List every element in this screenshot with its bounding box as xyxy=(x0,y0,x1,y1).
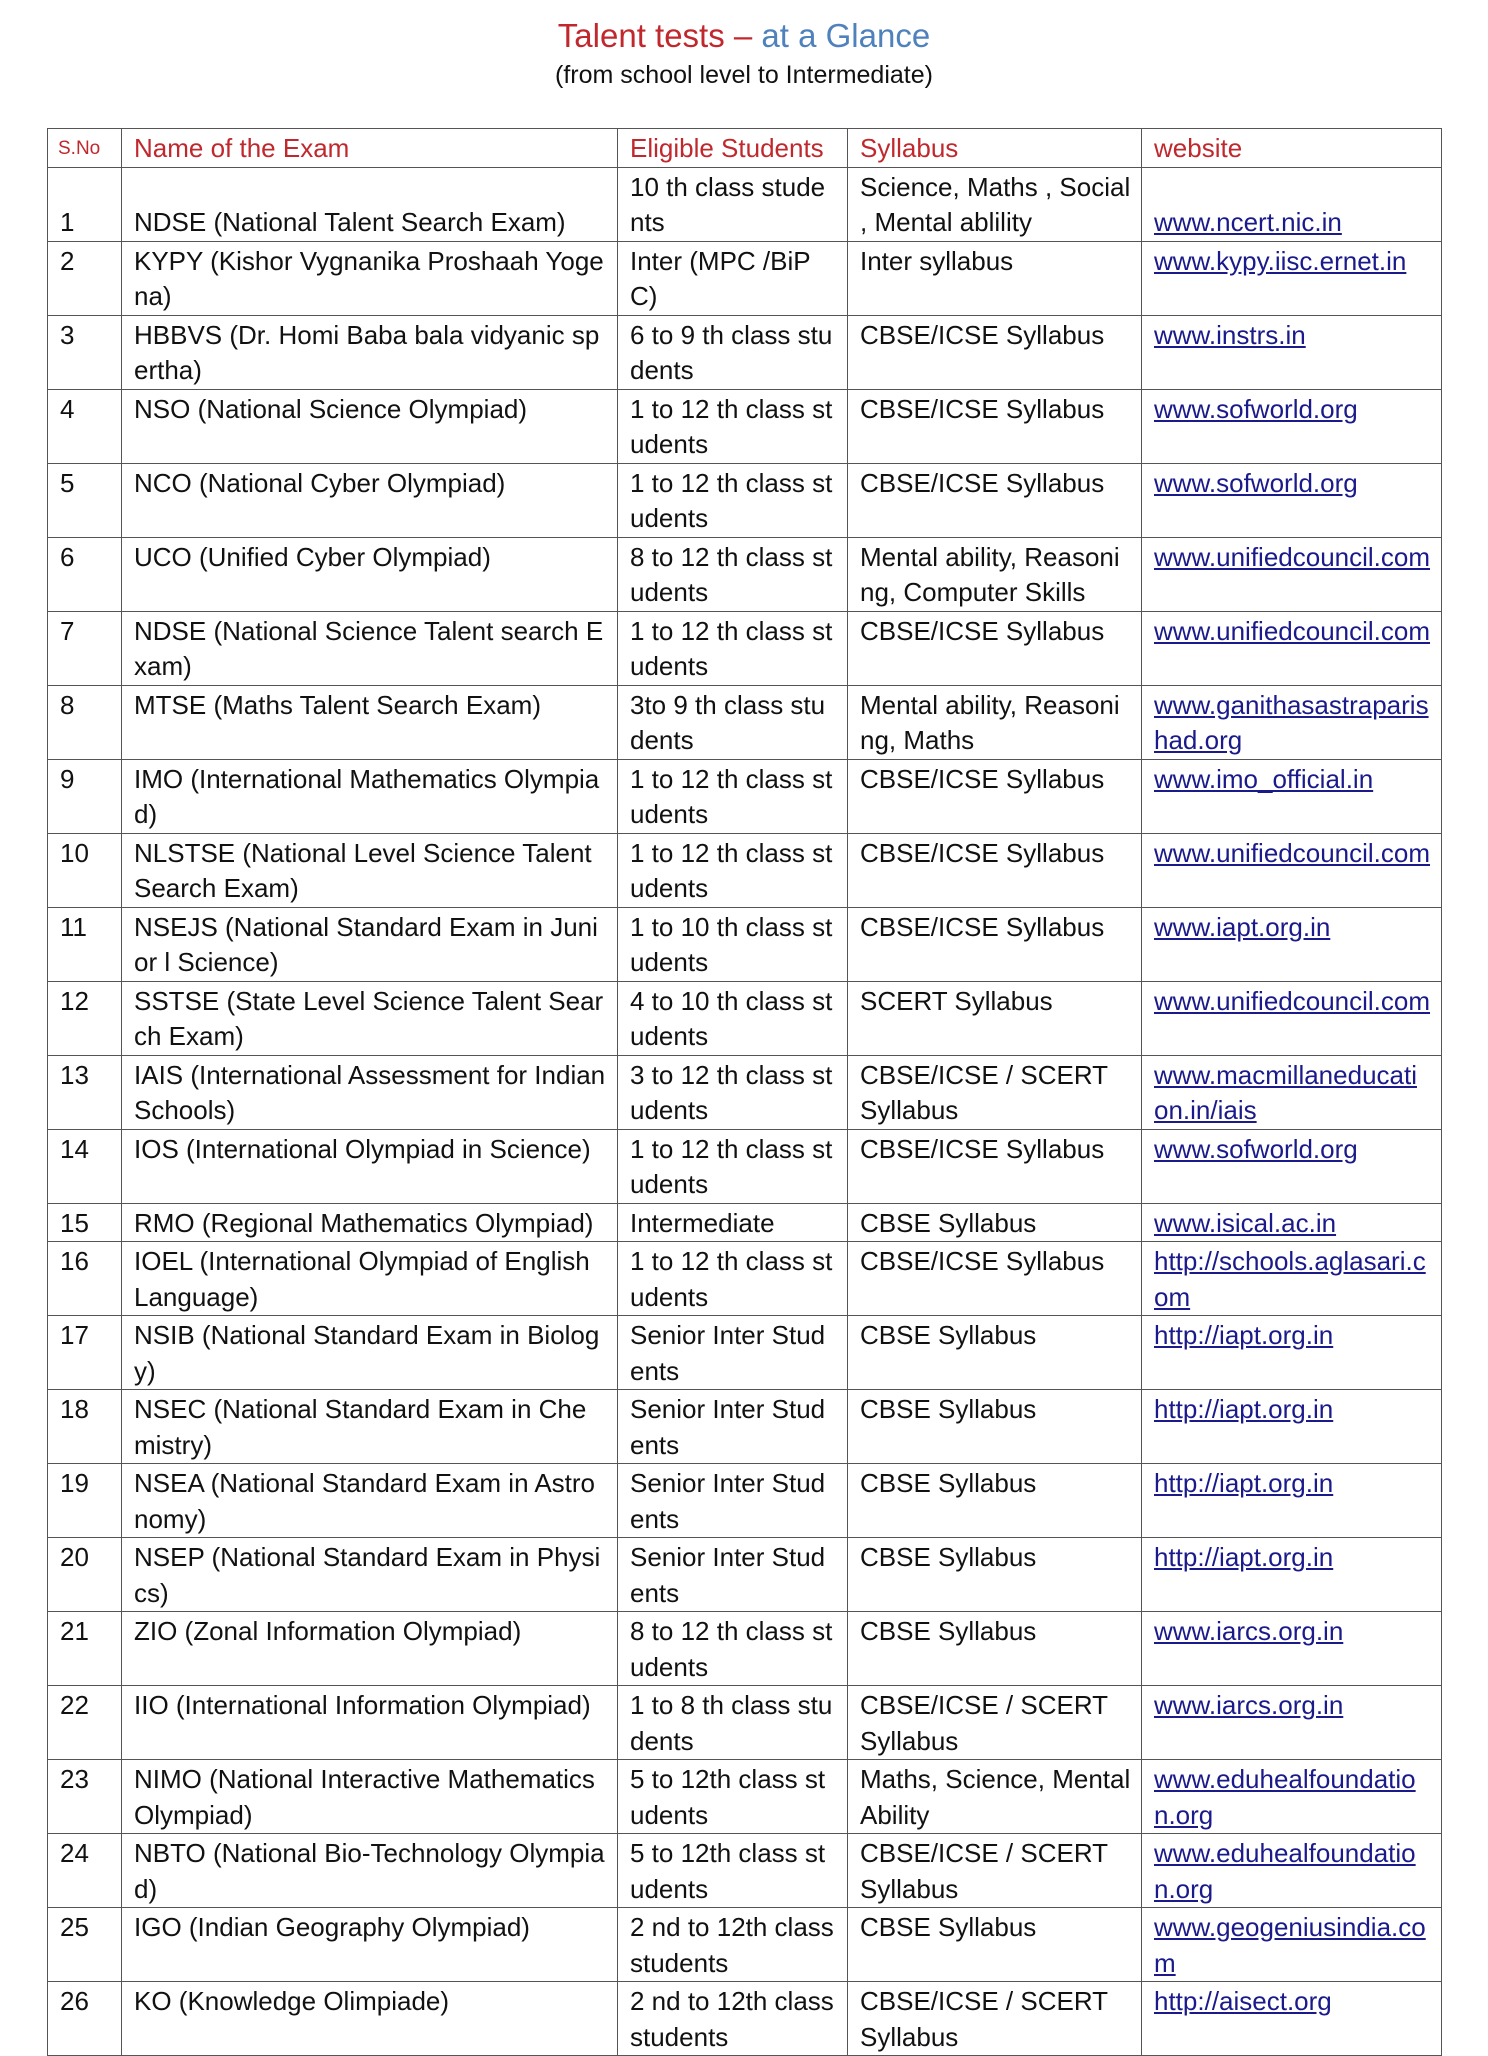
cell-website xyxy=(1142,1390,1442,1464)
cell-exam-name: NDSE (National Science Talent search Exam) xyxy=(122,611,618,685)
website-link[interactable]: www.instrs.in xyxy=(1154,319,1306,350)
cell-syllabus: CBSE/ICSE / SCERT Syllabus xyxy=(848,1055,1142,1129)
table-row xyxy=(48,907,1442,981)
cell-eligible-students: 10 th class students xyxy=(618,167,848,241)
cell-exam-name: KYPY (Kishor Vygnanika Proshaah Yogena) xyxy=(122,241,618,315)
table-body xyxy=(48,167,1442,2056)
cell-eligible-students: 6 to 9 th class students xyxy=(618,315,848,389)
cell-syllabus: CBSE Syllabus xyxy=(848,1390,1142,1464)
cell-website xyxy=(1142,1464,1442,1538)
cell-sno: 5 xyxy=(48,463,122,537)
table-row xyxy=(48,1686,1442,1760)
cell-exam-name: UCO (Unified Cyber Olympiad) xyxy=(122,537,618,611)
cell-syllabus: CBSE/ICSE Syllabus xyxy=(848,463,1142,537)
cell-syllabus: Inter syllabus xyxy=(848,241,1142,315)
table-row xyxy=(48,1760,1442,1834)
cell-syllabus: SCERT Syllabus xyxy=(848,981,1142,1055)
cell-syllabus: Mental ability, Reasoning, Computer Skills xyxy=(848,537,1142,611)
cell-eligible-students: Inter (MPC /BiPC) xyxy=(618,241,848,315)
cell-exam-name: NSEP (National Standard Exam in Physics) xyxy=(122,1538,618,1612)
cell-eligible-students: 5 to 12th class students xyxy=(618,1760,848,1834)
website-link[interactable]: www.unifiedcouncil.com xyxy=(1154,541,1431,572)
table-row xyxy=(48,241,1442,315)
cell-sno: 7 xyxy=(48,611,122,685)
cell-website xyxy=(1142,1055,1442,1129)
table-row xyxy=(48,315,1442,389)
cell-eligible-students: 1 to 12 th class students xyxy=(618,389,848,463)
website-link[interactable]: www.iapt.org.in xyxy=(1154,911,1331,942)
website-link[interactable]: http://aisect.org xyxy=(1154,1986,1332,2016)
table-row xyxy=(48,759,1442,833)
cell-exam-name: NCO (National Cyber Olympiad) xyxy=(122,463,618,537)
cell-website xyxy=(1142,685,1442,759)
website-link[interactable]: http://schools.aglasari.com xyxy=(1154,1246,1426,1312)
cell-website xyxy=(1142,537,1442,611)
cell-website xyxy=(1142,907,1442,981)
cell-syllabus: CBSE/ICSE Syllabus xyxy=(848,315,1142,389)
cell-website xyxy=(1142,315,1442,389)
cell-eligible-students: 1 to 12 th class students xyxy=(618,1242,848,1316)
document-subtitle: (from school level to Intermediate) xyxy=(555,61,933,89)
website-link[interactable]: www.geogeniusindia.com xyxy=(1154,1912,1426,1978)
cell-website xyxy=(1142,1129,1442,1203)
cell-website xyxy=(1142,611,1442,685)
cell-sno: 9 xyxy=(48,759,122,833)
cell-syllabus: CBSE/ICSE Syllabus xyxy=(848,907,1142,981)
cell-sno: 17 xyxy=(48,1316,122,1390)
cell-sno: 20 xyxy=(48,1538,122,1612)
cell-syllabus: CBSE/ICSE Syllabus xyxy=(848,759,1142,833)
cell-exam-name: IOS (International Olympiad in Science) xyxy=(122,1129,618,1203)
cell-website xyxy=(1142,1612,1442,1686)
cell-eligible-students: 1 to 12 th class students xyxy=(618,611,848,685)
cell-syllabus: CBSE/ICSE Syllabus xyxy=(848,833,1142,907)
website-link[interactable]: www.sofworld.org xyxy=(1154,1133,1358,1164)
website-link[interactable]: www.iarcs.org.in xyxy=(1154,1690,1344,1720)
talent-tests-table xyxy=(47,128,1442,2056)
table-row xyxy=(48,1908,1442,1982)
cell-eligible-students: 2 nd to 12th class students xyxy=(618,1982,848,2056)
table-row xyxy=(48,833,1442,907)
cell-syllabus: CBSE/ICSE Syllabus xyxy=(848,1242,1142,1316)
cell-eligible-students: 5 to 12th class students xyxy=(618,1834,848,1908)
website-link[interactable]: www.macmillaneducation.in/iais xyxy=(1154,1059,1417,1125)
cell-eligible-students: 8 to 12 th class students xyxy=(618,537,848,611)
cell-exam-name: ZIO (Zonal Information Olympiad) xyxy=(122,1612,618,1686)
cell-exam-name: KO (Knowledge Olimpiade) xyxy=(122,1982,618,2056)
cell-syllabus: CBSE/ICSE / SCERT Syllabus xyxy=(848,1834,1142,1908)
cell-sno: 19 xyxy=(48,1464,122,1538)
cell-exam-name: MTSE (Maths Talent Search Exam) xyxy=(122,685,618,759)
website-link[interactable]: www.imo_official.in xyxy=(1154,763,1374,794)
cell-website xyxy=(1142,759,1442,833)
cell-exam-name: NDSE (National Talent Search Exam) xyxy=(122,167,618,241)
cell-sno: 22 xyxy=(48,1686,122,1760)
cell-sno: 6 xyxy=(48,537,122,611)
table-row xyxy=(48,1538,1442,1612)
header-syllabus: Syllabus xyxy=(848,129,1142,168)
cell-syllabus: CBSE/ICSE Syllabus xyxy=(848,611,1142,685)
website-link[interactable]: www.iarcs.org.in xyxy=(1154,1616,1344,1646)
cell-syllabus: CBSE Syllabus xyxy=(848,1464,1142,1538)
cell-sno: 16 xyxy=(48,1242,122,1316)
cell-syllabus: CBSE/ICSE Syllabus xyxy=(848,1129,1142,1203)
cell-sno: 23 xyxy=(48,1760,122,1834)
header-website: website xyxy=(1142,129,1442,168)
table-row xyxy=(48,1316,1442,1390)
table-row xyxy=(48,1242,1442,1316)
cell-exam-name: SSTSE (State Level Science Talent Search Exam) xyxy=(122,981,618,1055)
title-blue-part: at a Glance xyxy=(761,17,931,54)
table-row xyxy=(48,167,1442,241)
cell-website xyxy=(1142,1316,1442,1390)
cell-sno: 2 xyxy=(48,241,122,315)
table-row xyxy=(48,537,1442,611)
cell-website xyxy=(1142,833,1442,907)
website-link[interactable]: www.unifiedcouncil.com xyxy=(1154,837,1431,868)
cell-exam-name: NSEC (National Standard Exam in Chemistry) xyxy=(122,1390,618,1464)
document-title xyxy=(0,14,1488,58)
cell-syllabus: CBSE Syllabus xyxy=(848,1203,1142,1242)
cell-eligible-students: Senior Inter Students xyxy=(618,1464,848,1538)
cell-sno: 12 xyxy=(48,981,122,1055)
cell-website xyxy=(1142,1908,1442,1982)
cell-website xyxy=(1142,241,1442,315)
cell-eligible-students: 2 nd to 12th class students xyxy=(618,1908,848,1982)
table-row xyxy=(48,1612,1442,1686)
cell-syllabus: CBSE Syllabus xyxy=(848,1538,1142,1612)
cell-eligible-students: Senior Inter Students xyxy=(618,1390,848,1464)
website-link[interactable]: www.sofworld.org xyxy=(1154,467,1358,498)
cell-sno: 14 xyxy=(48,1129,122,1203)
website-link[interactable]: http://iapt.org.in xyxy=(1154,1394,1334,1424)
cell-sno: 8 xyxy=(48,685,122,759)
table-row xyxy=(48,1464,1442,1538)
cell-sno: 25 xyxy=(48,1908,122,1982)
table-row xyxy=(48,1129,1442,1203)
cell-sno: 11 xyxy=(48,907,122,981)
website-link[interactable]: www.isical.ac.in xyxy=(1154,1207,1337,1238)
cell-eligible-students: 8 to 12 th class students xyxy=(618,1612,848,1686)
website-link[interactable]: www.ganithasastraparishad.org xyxy=(1154,689,1429,755)
cell-syllabus: CBSE Syllabus xyxy=(848,1908,1142,1982)
cell-exam-name: IIO (International Information Olympiad) xyxy=(122,1686,618,1760)
cell-exam-name: NSIB (National Standard Exam in Biology) xyxy=(122,1316,618,1390)
header-eligible-students: Eligible Students xyxy=(618,129,848,168)
document-heading xyxy=(0,14,1488,92)
table-row xyxy=(48,1834,1442,1908)
cell-website xyxy=(1142,167,1442,241)
table-row xyxy=(48,1203,1442,1242)
cell-eligible-students: Senior Inter Students xyxy=(618,1538,848,1612)
cell-eligible-students: 1 to 12 th class students xyxy=(618,759,848,833)
cell-sno: 3 xyxy=(48,315,122,389)
cell-eligible-students: Senior Inter Students xyxy=(618,1316,848,1390)
cell-syllabus: Maths, Science, Mental Ability xyxy=(848,1760,1142,1834)
cell-exam-name: HBBVS (Dr. Homi Baba bala vidyanic spertha) xyxy=(122,315,618,389)
cell-sno: 26 xyxy=(48,1982,122,2056)
cell-sno: 18 xyxy=(48,1390,122,1464)
table-row xyxy=(48,1055,1442,1129)
cell-website xyxy=(1142,981,1442,1055)
website-link[interactable]: http://iapt.org.in xyxy=(1154,1542,1334,1572)
cell-exam-name: NBTO (National Bio-Technology Olympiad) xyxy=(122,1834,618,1908)
cell-eligible-students: Intermediate xyxy=(618,1203,848,1242)
cell-sno: 21 xyxy=(48,1612,122,1686)
cell-website xyxy=(1142,1686,1442,1760)
cell-exam-name: NSEJS (National Standard Exam in Junior l Science) xyxy=(122,907,618,981)
cell-website xyxy=(1142,389,1442,463)
table-row xyxy=(48,463,1442,537)
website-link[interactable]: http://iapt.org.in xyxy=(1154,1468,1334,1498)
cell-exam-name: NSO (National Science Olympiad) xyxy=(122,389,618,463)
cell-exam-name: NSEA (National Standard Exam in Astronomy) xyxy=(122,1464,618,1538)
cell-sno: 1 xyxy=(48,167,122,241)
table-row xyxy=(48,1390,1442,1464)
cell-syllabus: CBSE/ICSE Syllabus xyxy=(848,389,1142,463)
cell-exam-name: IAIS (International Assessment for Indian Schools) xyxy=(122,1055,618,1129)
website-link[interactable]: www.ncert.nic.in xyxy=(1154,207,1342,237)
cell-eligible-students: 1 to 12 th class students xyxy=(618,833,848,907)
cell-eligible-students: 1 to 12 th class students xyxy=(618,1129,848,1203)
website-link[interactable]: www.eduhealfoundation.org xyxy=(1154,1764,1416,1830)
website-link[interactable]: www.kypy.iisc.ernet.in xyxy=(1154,245,1407,276)
cell-website xyxy=(1142,1834,1442,1908)
website-link[interactable]: www.unifiedcouncil.com xyxy=(1154,615,1431,646)
website-link[interactable]: http://iapt.org.in xyxy=(1154,1320,1334,1350)
table-row xyxy=(48,611,1442,685)
cell-exam-name: NLSTSE (National Level Science Talent Search Exam) xyxy=(122,833,618,907)
cell-exam-name: RMO (Regional Mathematics Olympiad) xyxy=(122,1203,618,1242)
table-row xyxy=(48,981,1442,1055)
table-row xyxy=(48,685,1442,759)
cell-eligible-students: 1 to 12 th class students xyxy=(618,463,848,537)
cell-sno: 10 xyxy=(48,833,122,907)
cell-sno: 4 xyxy=(48,389,122,463)
title-red-part: Talent tests – xyxy=(557,17,762,54)
cell-exam-name: IOEL (International Olympiad of English Language) xyxy=(122,1242,618,1316)
header-sno: S.No xyxy=(48,129,122,168)
cell-sno: 15 xyxy=(48,1203,122,1242)
cell-syllabus: Mental ability, Reasoning, Maths xyxy=(848,685,1142,759)
cell-sno: 13 xyxy=(48,1055,122,1129)
cell-eligible-students: 3to 9 th class students xyxy=(618,685,848,759)
cell-syllabus: CBSE/ICSE / SCERT Syllabus xyxy=(848,1686,1142,1760)
cell-syllabus: CBSE Syllabus xyxy=(848,1316,1142,1390)
cell-eligible-students: 4 to 10 th class students xyxy=(618,981,848,1055)
header-exam-name: Name of the Exam xyxy=(122,129,618,168)
cell-website xyxy=(1142,1538,1442,1612)
cell-sno: 24 xyxy=(48,1834,122,1908)
website-link[interactable]: www.sofworld.org xyxy=(1154,393,1358,424)
cell-exam-name: IMO (International Mathematics Olympiad) xyxy=(122,759,618,833)
table-header-row xyxy=(48,129,1442,168)
cell-website xyxy=(1142,1242,1442,1316)
cell-exam-name: NIMO (National Interactive Mathematics Olympiad) xyxy=(122,1760,618,1834)
cell-eligible-students: 3 to 12 th class students xyxy=(618,1055,848,1129)
cell-exam-name: IGO (Indian Geography Olympiad) xyxy=(122,1908,618,1982)
cell-website xyxy=(1142,1760,1442,1834)
website-link[interactable]: www.unifiedcouncil.com xyxy=(1154,985,1431,1016)
cell-eligible-students: 1 to 10 th class students xyxy=(618,907,848,981)
cell-syllabus: Science, Maths , Social , Mental ablility xyxy=(848,167,1142,241)
cell-syllabus: CBSE Syllabus xyxy=(848,1612,1142,1686)
cell-eligible-students: 1 to 8 th class students xyxy=(618,1686,848,1760)
table-row xyxy=(48,1982,1442,2056)
website-link[interactable]: www.eduhealfoundation.org xyxy=(1154,1838,1416,1904)
table-row xyxy=(48,389,1442,463)
cell-syllabus: CBSE/ICSE / SCERT Syllabus xyxy=(848,1982,1142,2056)
cell-website xyxy=(1142,1203,1442,1242)
cell-website xyxy=(1142,463,1442,537)
cell-website xyxy=(1142,1982,1442,2056)
